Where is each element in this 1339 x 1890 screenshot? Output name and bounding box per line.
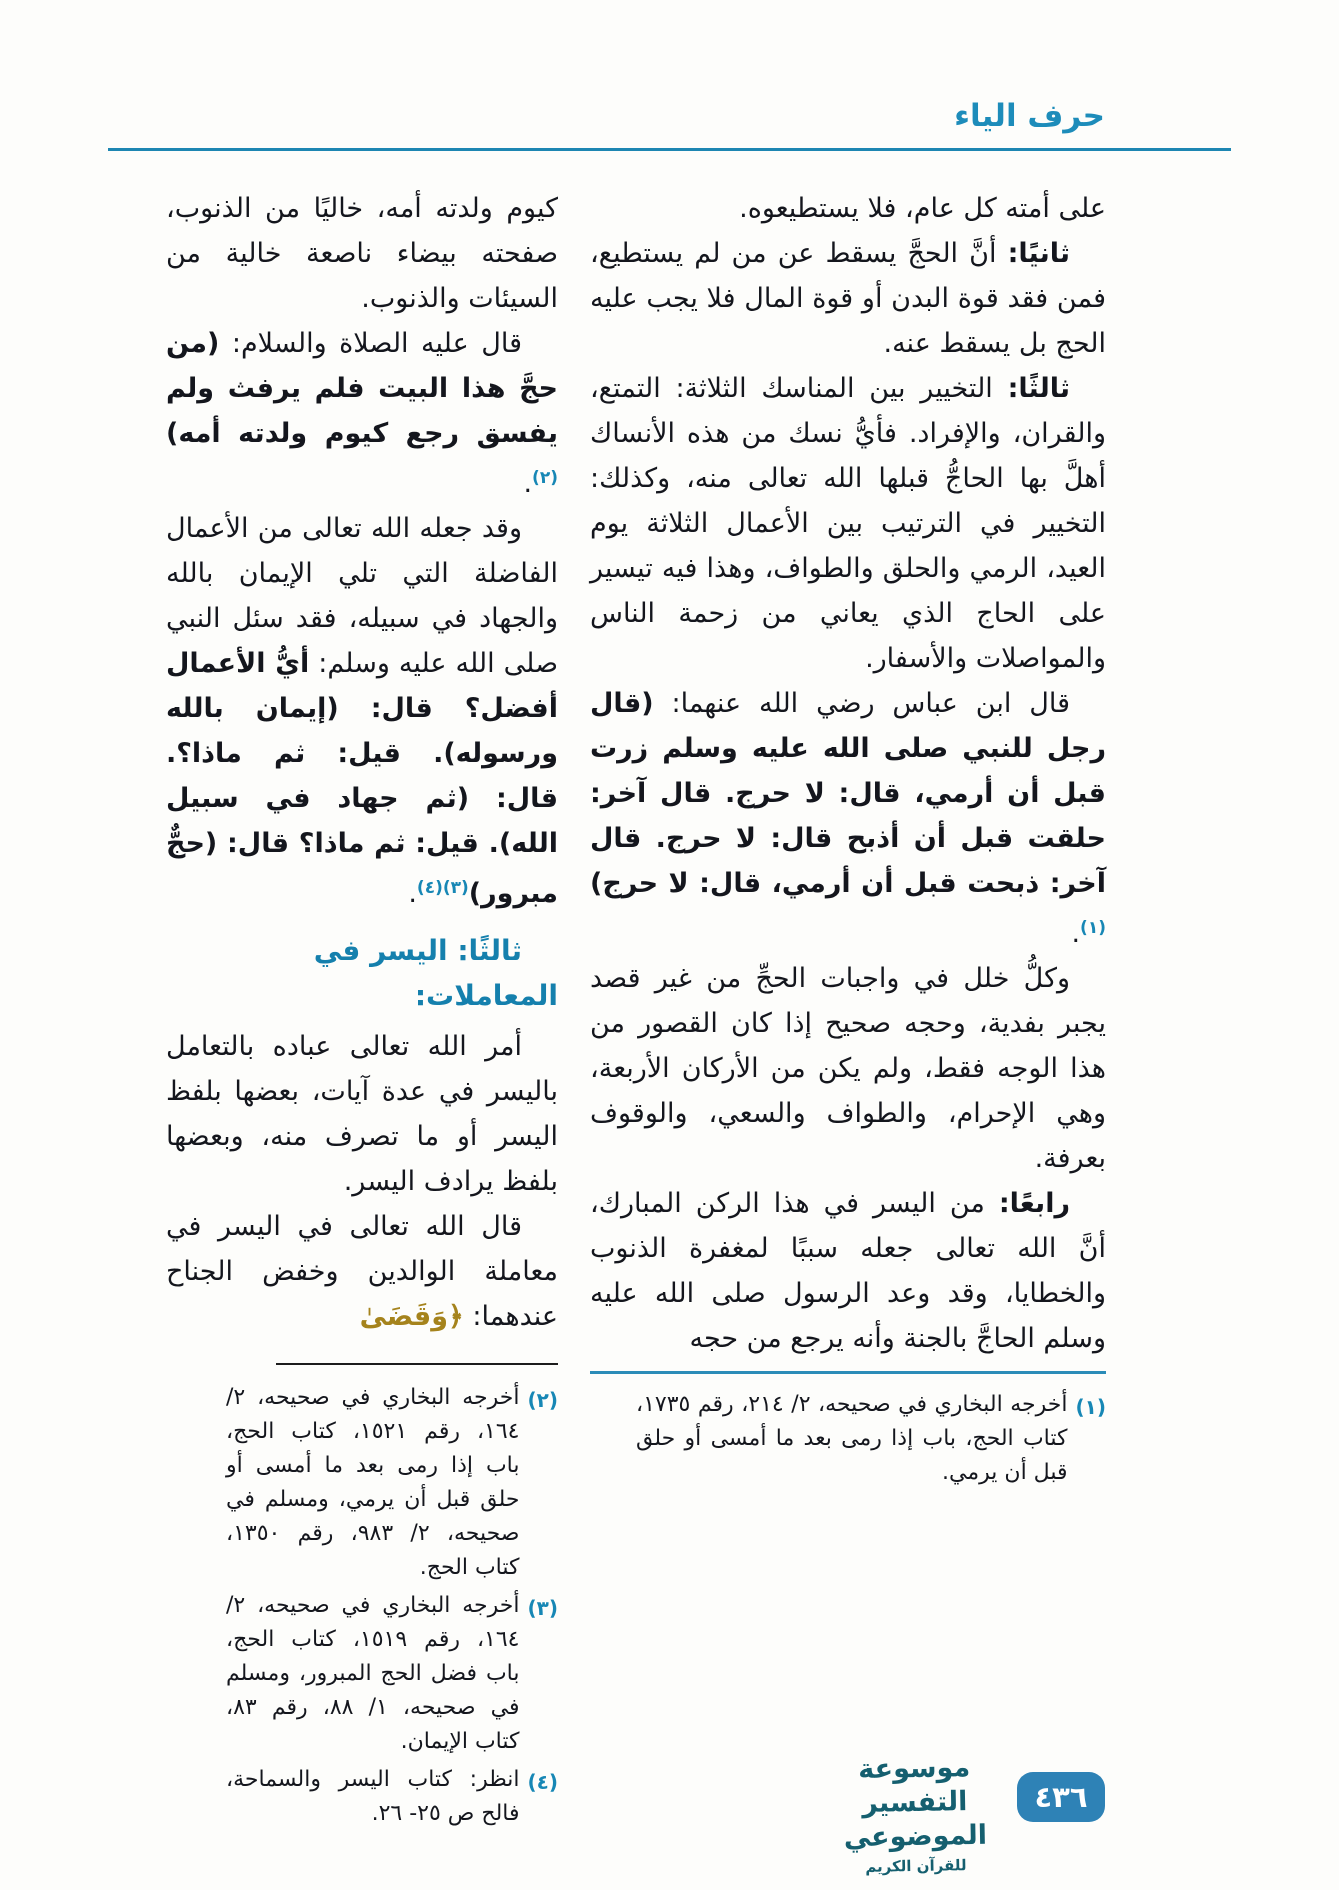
section-title: حرف الياء — [954, 98, 1105, 134]
subsection-heading: ثالثًا: اليسر في المعاملات: — [313, 934, 558, 1012]
paragraph-text: قال الله تعالى في اليسر في معاملة الوالدين وخفض الجناح عندهما: — [166, 1211, 558, 1332]
page-number: ٤٣٦ — [1034, 1780, 1088, 1814]
footnote-reference: (٢) — [532, 468, 558, 488]
footnote-number: (٤) — [527, 1770, 558, 1794]
quran-verse-opening: ﴿وَقَضَىٰ — [359, 1301, 464, 1332]
paragraph — [590, 1181, 1106, 1361]
footnotes — [226, 1381, 558, 1831]
text-columns — [166, 186, 1106, 1835]
paragraph-text: التخيير بين المناسك الثلاثة: التمتع، والقران، والإفراد. فأيُّ نسك من هذه الأنساك أهلَّ بها الحاجُّ قبلها الله تعالى منه، وكذلك: التخيير في الترتيب بين الأعمال الثلاثة يوم العيد، الرمي والحلق والطواف، وهذا فيه تيسير على الحاج الذي يعاني من زحمة الناس والمواصلات والأسفار. — [590, 373, 1106, 674]
paragraph-text: من اليسر في هذا الركن المبارك، أنَّ الله تعالى جعله سببًا لمغفرة الذنوب والخطايا، وقد وعد الرسول صلى الله عليه وسلم الحاجَّ بالجنة وأنه يرجع من حجه — [590, 1188, 1106, 1354]
paragraph — [166, 506, 558, 916]
footnote-number: (٢) — [527, 1388, 558, 1412]
ordinal-label: رابعًا: — [998, 1188, 1070, 1219]
footnote-text: أخرجه البخاري في صحيحه، ٢/ ٢١٤، رقم ١٧٣٥، كتاب الحج، باب إذا رمى بعد ما أمسى أو حلق قبل أن يرمي. — [636, 1392, 1068, 1485]
publisher-logo — [831, 1751, 999, 1878]
footnote — [226, 1763, 558, 1831]
paragraph-text: قال عليه الصلاة والسلام: — [219, 328, 522, 359]
column-right — [590, 186, 1106, 1494]
paragraph: وكلُّ خلل في واجبات الحجِّ من غير قصد يجبر بفدية، وحجه صحيح إذا كان القصور من هذا الوجه فقط، ولم يكن من الأركان الأربعة، وهي الإحرام، والطواف والسعي، والوقوف بعرفة. — [590, 963, 1106, 1174]
footnote-text: أخرجه البخاري في صحيحه، ٢/ ١٦٤، رقم ١٥٢١، كتاب الحج، باب إذا رمى بعد ما أمسى أو حلق قبل أن يرمي، ومسلم في صحيحه، ٢/ ٩٨٣، رقم ١٣٥٠، كتاب الحج. — [226, 1385, 520, 1580]
hadith-quote: (قال رجل للنبي صلى الله عليه وسلم زرت قبل أن أرمي، قال: لا حرج. قال آخر: حلقت قبل أن أذبح قال: لا حرج. قال آخر: ذبحت قبل أن أرمي، قال: لا حرج) — [590, 688, 1106, 899]
paragraph — [166, 1204, 558, 1339]
footnote-number: (٣) — [527, 1596, 558, 1620]
paragraph-text: . — [408, 878, 417, 909]
paragraph: على أمته كل عام، فلا يستطيعوه. — [739, 193, 1106, 224]
paragraph-text: وقد جعله الله تعالى من الأعمال الفاضلة التي تلي الإيمان بالله والجهاد في سبيله، فقد سئل النبي صلى الله عليه وسلم: — [166, 513, 558, 679]
footnote — [226, 1381, 558, 1585]
footnote-text: انظر: كتاب اليسر والسماحة، فالح ص ٢٥- ٢٦. — [226, 1767, 520, 1826]
hadith-quote: أيُّ الأعمال أفضل؟ قال: (إيمان بالله ورسوله). قيل: ثم ماذا؟. قال: (ثم جهاد في سبيل الله). قيل: ثم ماذا؟ قال: (حجٌّ مبرور) — [166, 648, 558, 909]
header-divider — [108, 148, 1231, 151]
hadith-quote: (من حجَّ هذا البيت فلم يرفث ولم يفسق رجع كيوم ولدته أمه) — [166, 328, 558, 449]
paragraph-text: أنَّ الحجَّ يسقط عن من لم يستطيع، فمن فقد قوة البدن أو قوة المال فلا يجب عليه الحج بل يسقط عنه. — [590, 238, 1106, 359]
paragraph-text: قال ابن عباس رضي الله عنهما: — [653, 688, 1070, 719]
paragraph: أمر الله تعالى عباده بالتعامل باليسر في عدة آيات، بعضها بلفظ اليسر أو ما تصرف منه، وبعضها بلفظ يرادف اليسر. — [166, 1031, 558, 1197]
paragraph: كيوم ولدته أمه، خاليًا من الذنوب، صفحته بيضاء ناصعة خالية من السيئات والذنوب. — [166, 193, 558, 314]
page-number-badge — [1017, 1772, 1105, 1822]
ordinal-label: ثانيًا: — [1007, 238, 1070, 269]
paragraph-text: . — [523, 468, 533, 499]
paragraph — [166, 321, 558, 506]
footnote-separator — [590, 1371, 1106, 1374]
footnote-reference: (٣)(٤) — [416, 878, 469, 898]
footnote-separator — [276, 1363, 558, 1365]
ordinal-label: ثالثًا: — [1007, 373, 1070, 404]
column-left — [166, 186, 558, 1835]
footnote-text: أخرجه البخاري في صحيحه، ٢/ ١٦٤، رقم ١٥١٩، كتاب الحج، باب فضل الحج المبرور، ومسلم في صحيحه، ١/ ٨٨، رقم ٨٣، كتاب الإيمان. — [226, 1593, 520, 1754]
paragraph — [590, 681, 1106, 956]
footnote-number: (١) — [1075, 1395, 1106, 1419]
footnote-reference: (١) — [1080, 918, 1106, 938]
paragraph-text: . — [1071, 918, 1081, 949]
footnotes — [636, 1388, 1106, 1490]
footnote — [226, 1589, 558, 1759]
footnote — [636, 1388, 1106, 1490]
paragraph — [590, 366, 1106, 681]
paragraph — [590, 231, 1106, 366]
publisher-logo-title: موسوعة التفسير الموضوعي — [843, 1752, 988, 1854]
publisher-logo-subtitle: للقرآن الكريم — [865, 1856, 967, 1876]
